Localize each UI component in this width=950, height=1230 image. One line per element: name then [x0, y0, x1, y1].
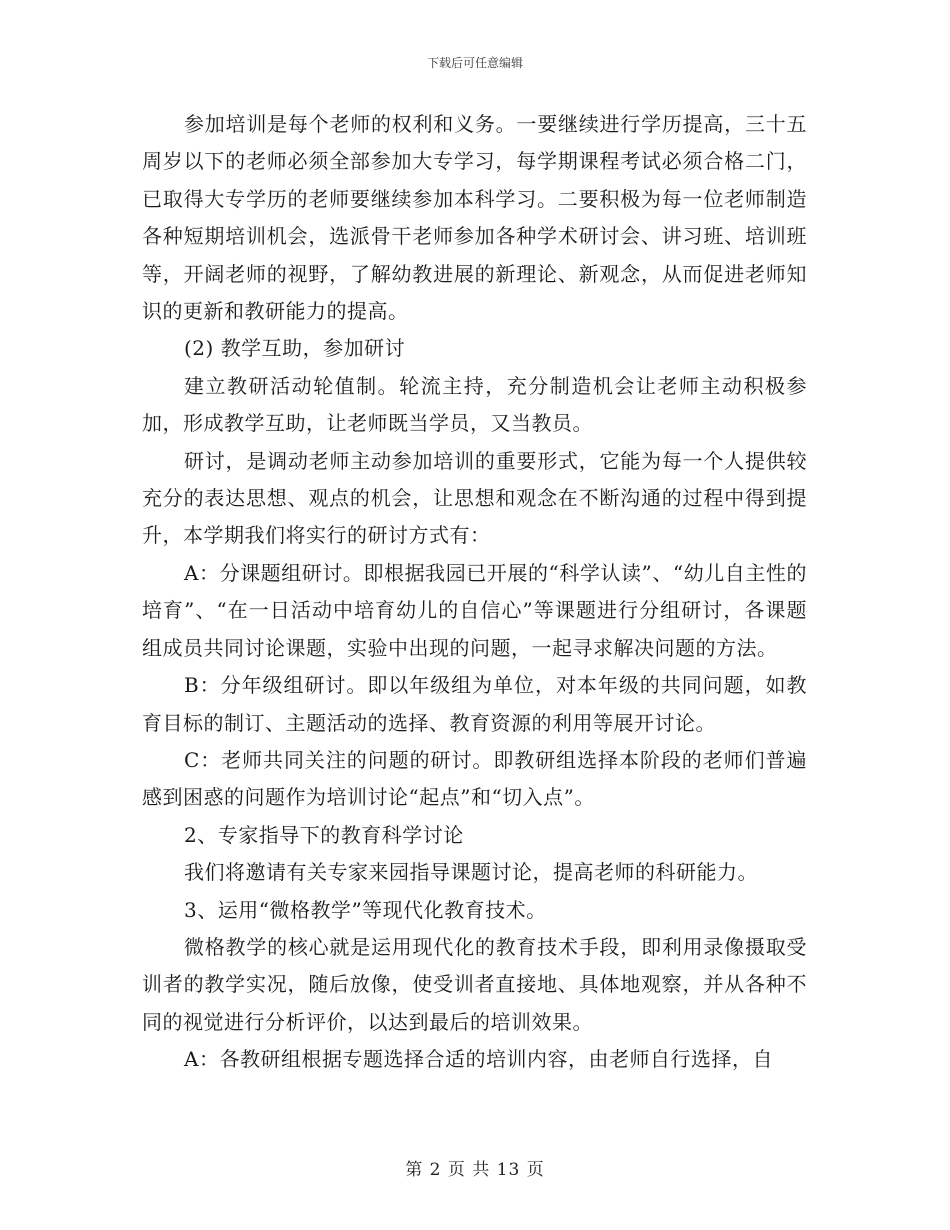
heading-teaching-mutual-aid: (2) 教学互助，参加研讨: [184, 336, 406, 361]
paragraph-seminar-intro: 研讨，是调动老师主动参加培训的重要形式，它能为每一个人提供较充分的表达思想、观点的机会，让思想和观念在不断沟通的过程中得到提升，本学期我们将实行的研讨方式有：: [142, 448, 807, 548]
paragraph-seminar-a: A：分课题组研讨。即根据我园已开展的“科学认读”、“幼儿自主性的培育”、“在一日活动中培育幼儿的自信心”等课题进行分组研讨，各课题组成员共同讨论课题，实验中出现的问题，一起寻求解决问题的方法。: [142, 560, 807, 660]
paragraph-seminar-c: C：老师共同关注的问题的研讨。即教研组选择本阶段的老师们普遍感到困惑的问题作为培训讨论“起点”和“切入点”。: [142, 747, 807, 810]
paragraph-training-rights: 参加培训是每个老师的权利和义务。一要继续进行学历提高，三十五周岁以下的老师必须全部参加大专学习，每学期课程考试必须合格二门，已取得大专学历的老师要继续参加本科学习。二要积极为每一位老师制造各种短期培训机会，选派骨干老师参加各种学术研讨会、讲习班、培训班等，开阔老师的视野，了解幼教进展的新理论、新观念，从而促进老师知识的更新和教研能力的提高。: [142, 112, 807, 324]
paragraph-rotation-system: 建立教研活动轮值制。轮流主持，充分制造机会让老师主动积极参加，形成教学互助，让老师既当学员，又当教员。: [142, 373, 807, 436]
page-header: 下载后可任意编辑: [426, 56, 523, 70]
paragraph-expert-invite: 我们将邀请有关专家来园指导课题讨论，提高老师的科研能力。: [184, 860, 758, 885]
paragraph-microteaching-a: A：各教研组根据专题选择合适的培训内容，由老师自行选择，自: [184, 1047, 773, 1072]
document-body: [142, 106, 807, 1079]
heading-expert-guidance: 2、专家指导下的教育科学讨论: [184, 822, 464, 847]
page-footer: 第 2 页 共 13 页: [405, 1160, 545, 1180]
paragraph-seminar-b: B：分年级组研讨。即以年级组为单位，对本年级的共同问题，如教育目标的制订、主题活动的选择、教育资源的利用等展开讨论。: [142, 673, 807, 735]
heading-microteaching: 3、运用“微格教学”等现代化教育技术。: [184, 897, 547, 922]
paragraph-microteaching-core: 微格教学的核心就是运用现代化的教育技术手段，即利用录像摄取受训者的教学实况，随后放像，使受训者直接地、具体地观察，并从各种不同的视觉进行分析评价，以达到最后的培训效果。: [142, 934, 807, 1034]
